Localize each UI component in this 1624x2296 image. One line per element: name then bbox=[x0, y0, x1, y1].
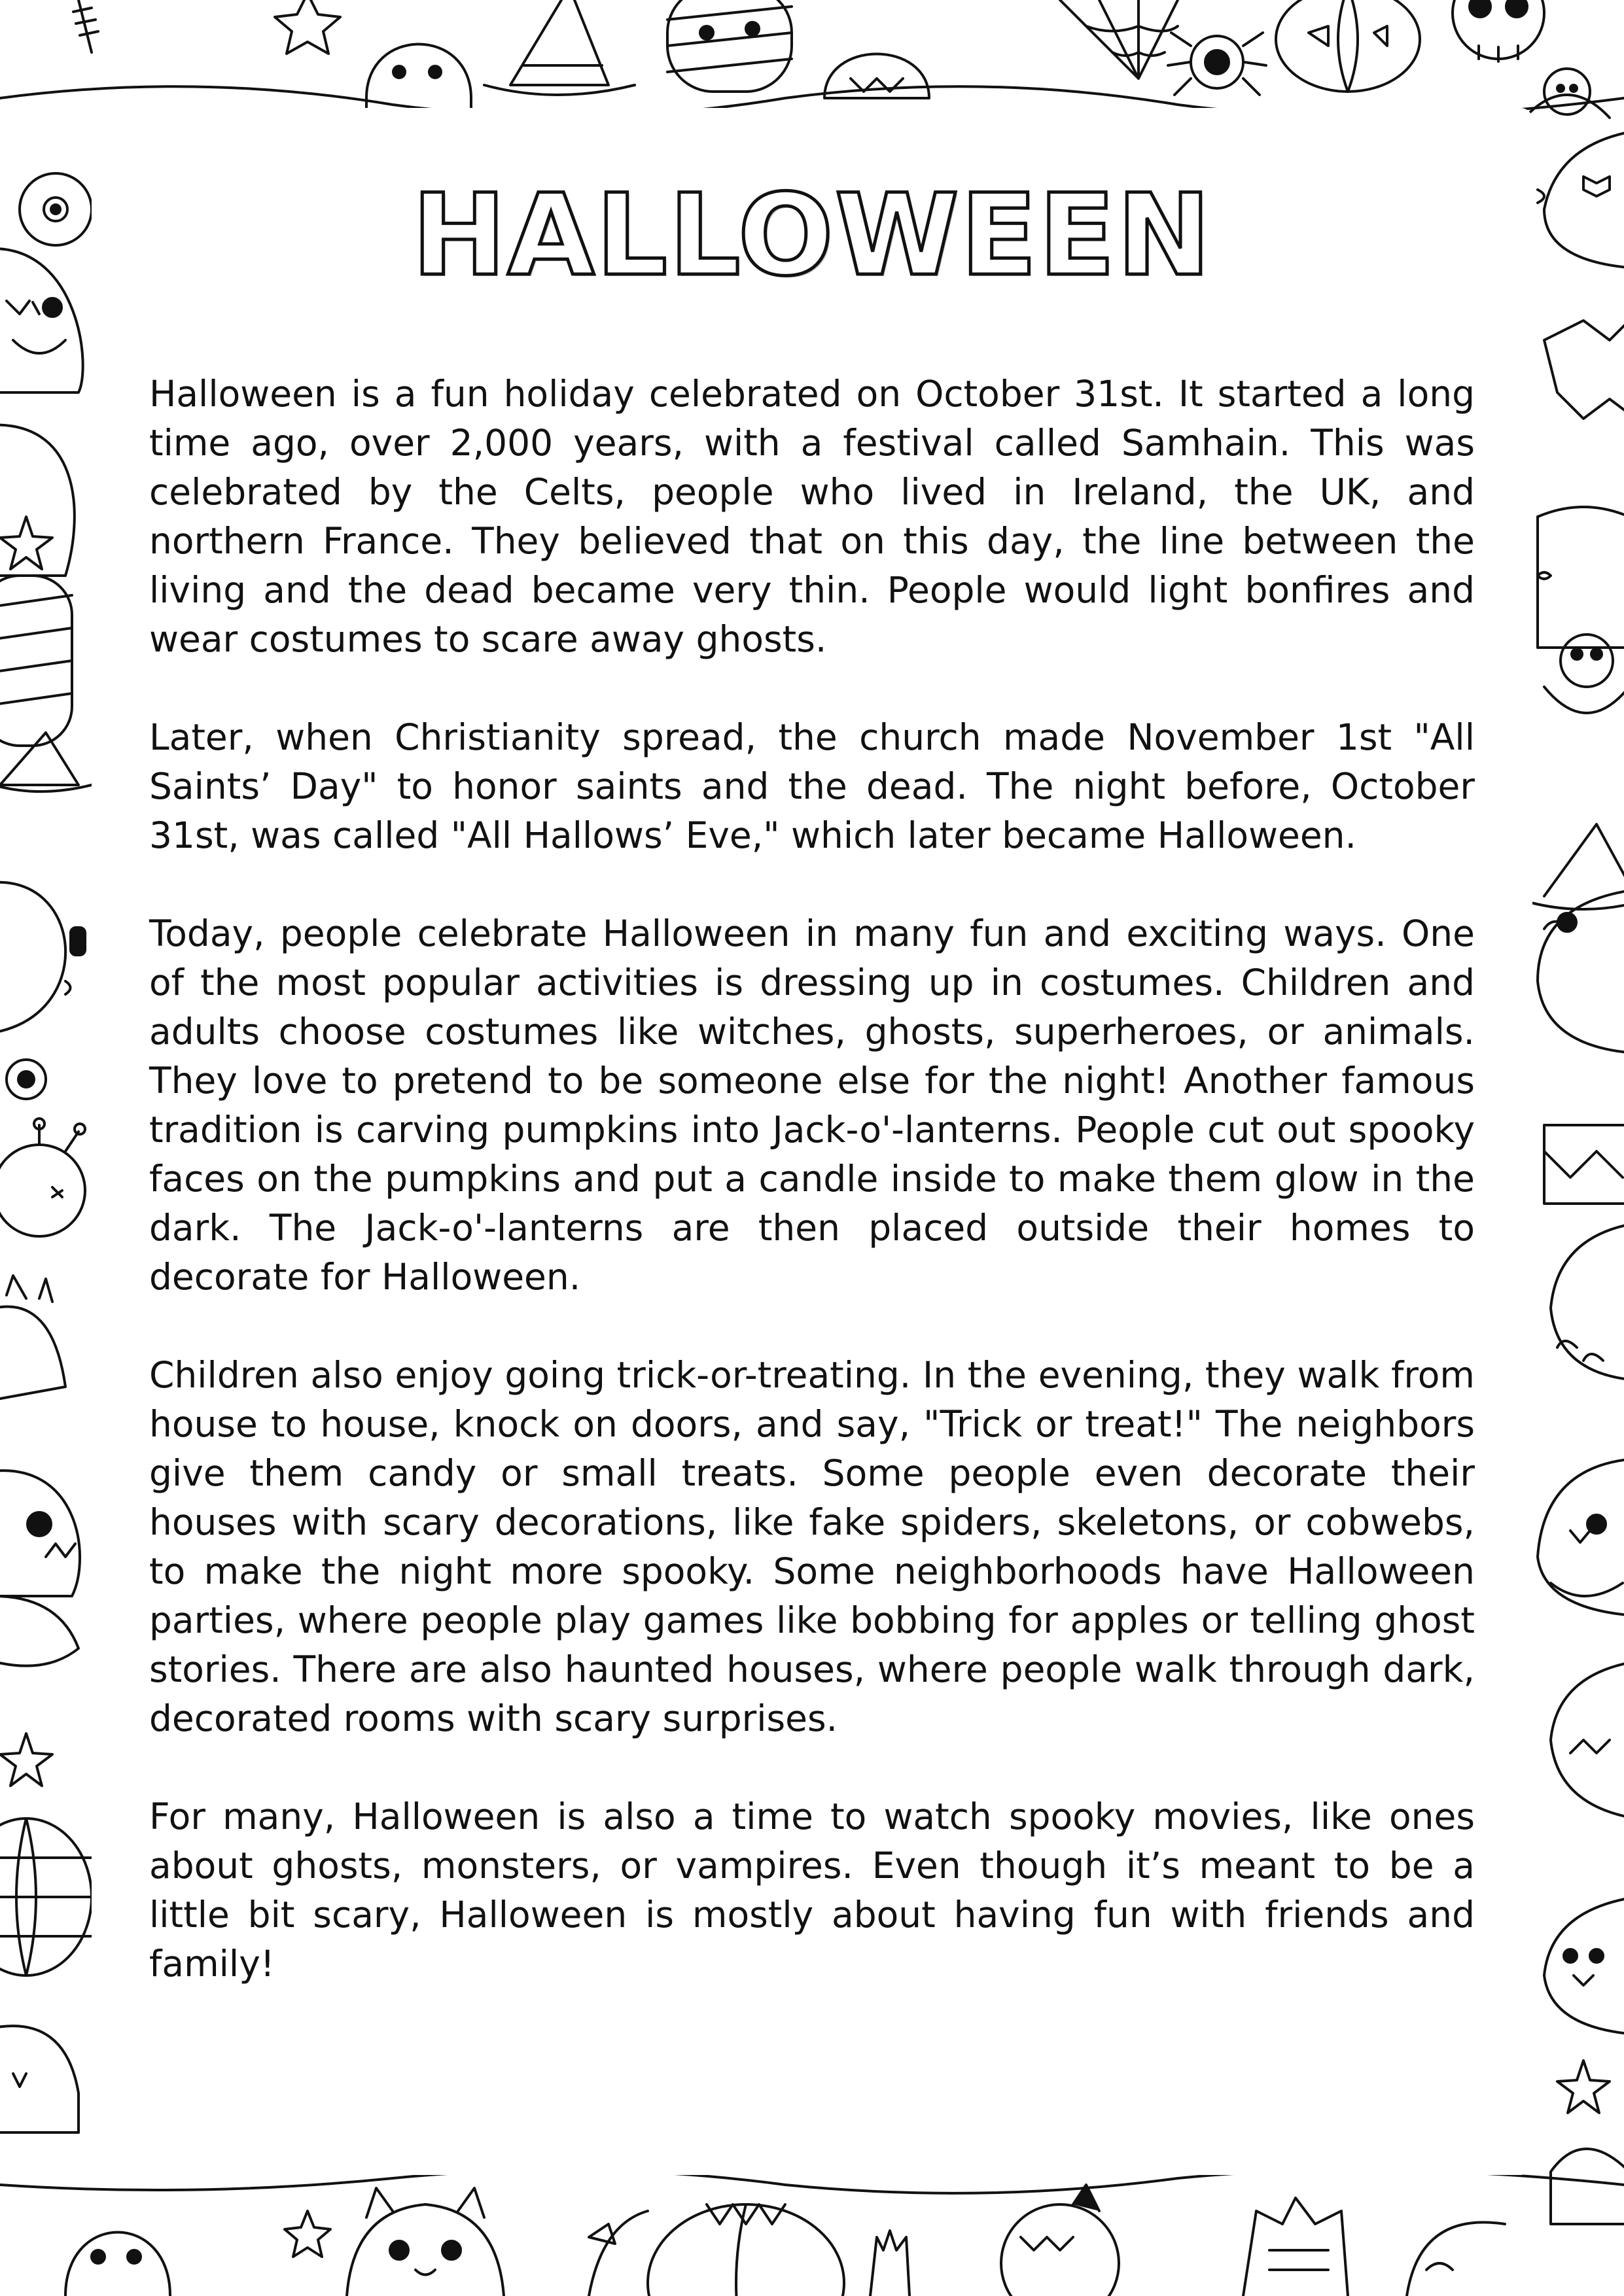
bat-icon bbox=[1544, 314, 1624, 419]
worksheet-content-panel bbox=[92, 108, 1532, 2175]
skull-icon bbox=[1001, 2185, 1119, 2296]
monster-icon bbox=[0, 882, 85, 1034]
eye-icon bbox=[7, 1060, 46, 1099]
monster-icon bbox=[0, 1119, 85, 1236]
paragraph-4: Children also enjoy going trick-or-treating. In the evening, they walk from house to house, knock on doors, and say, "Trick or treat!" The neighbors give them candy or small treats. Some people even decorate their houses with scary decorations, like fake spiders, skeletons, or cobwebs, to make the night more spooky. Some neighborhoods have Halloween parties, where people play games like bobbing for apples or telling ghost stories. There are also haunted houses, where people walk through dark, decorated rooms with scary surprises. bbox=[149, 1354, 1475, 1739]
ghost-icon bbox=[0, 2026, 79, 2132]
monster-icon bbox=[589, 2211, 648, 2296]
border-right-doodles bbox=[1525, 69, 1624, 2224]
monster-icon bbox=[1407, 2222, 1505, 2296]
vampire-icon bbox=[1538, 131, 1624, 268]
page-title: HALLOWEEN bbox=[412, 169, 1212, 301]
paragraph-3: Today, people celebrate Halloween in many fun and exciting ways. One of the most popular activities is dressing up in costumes. Children and adults choose costumes like witches, ghosts, superheroes, or animals. They love to pretend to be someone else for the night! Another famous tradition is carving pumpkins into Jack-o'-lanterns. People cut out spooky faces on the pumpkins and put a candle inside to make them glow in the dark. The Jack-o'-lanterns are then placed outside their homes to decorate for Halloween. bbox=[149, 913, 1475, 1298]
ghost-icon bbox=[65, 2233, 170, 2296]
hand-icon bbox=[870, 2231, 909, 2296]
border-bottom-doodles bbox=[0, 2170, 1624, 2296]
cat-icon bbox=[1544, 1897, 1624, 2034]
skull-icon bbox=[20, 173, 92, 245]
paragraph-2: Later, when Christianity spread, the church made November 1st "All Saints’ Day" to honor saints and the dead. The night before, October 31st, was called "All Hallows’ Eve," which later became Halloween. bbox=[149, 716, 1475, 856]
witch-hat-icon bbox=[1531, 824, 1624, 909]
monster-icon bbox=[1538, 890, 1624, 1053]
title-area bbox=[92, 170, 1532, 301]
article-body bbox=[149, 370, 1475, 2038]
monster-icon bbox=[1551, 1661, 1624, 1818]
star-icon bbox=[0, 1733, 52, 1786]
paragraph-1: Halloween is a fun holiday celebrated on October 31st. It started a long time ago, over 2,000 years, with a festival called Samhain. This was celebrated by the Celts, people who lived in Ireland, the UK, and northern France. They believed that on this day, the line between the living and the dead became very thin. People would light bonfires and wear costumes to scare away ghosts. bbox=[149, 373, 1475, 660]
ghost-icon bbox=[0, 1470, 80, 1596]
witch-hat-icon bbox=[484, 0, 635, 95]
bird-icon bbox=[1551, 1223, 1624, 1380]
skull-icon bbox=[1453, 0, 1544, 61]
ghost-icon bbox=[0, 340, 75, 576]
vampire-icon bbox=[0, 1596, 79, 1666]
stitch-icon bbox=[73, 0, 98, 52]
star-icon bbox=[1557, 2061, 1610, 2113]
ghost-icon bbox=[1551, 2149, 1624, 2224]
skeleton-icon bbox=[1243, 2198, 1348, 2296]
pumpkin-icon bbox=[1276, 0, 1420, 92]
mummy-icon bbox=[667, 0, 792, 92]
skeleton-icon bbox=[1544, 1125, 1624, 1204]
vampire-icon bbox=[0, 249, 83, 392]
pumpkin-icon bbox=[0, 1818, 92, 1975]
spider-web-icon bbox=[1060, 0, 1178, 78]
mummy-icon bbox=[0, 576, 72, 746]
cat-icon bbox=[0, 1276, 65, 1400]
witch-hat-icon bbox=[0, 733, 92, 791]
star-icon bbox=[285, 2211, 330, 2257]
pumpkin-icon bbox=[648, 2204, 844, 2296]
spider-icon bbox=[1168, 33, 1266, 95]
star-icon bbox=[275, 0, 340, 54]
border-left-doodles bbox=[0, 173, 92, 2132]
star-icon bbox=[0, 517, 52, 569]
paragraph-5: For many, Halloween is also a time to watch spooky movies, like ones about ghosts, monsters, or vampires. Even though it’s meant to be a little bit scary, Halloween is mostly about having fun with friends and family! bbox=[149, 1796, 1475, 1985]
vampire-icon bbox=[1538, 1459, 1624, 1616]
bird-icon bbox=[1525, 69, 1610, 118]
cat-icon bbox=[347, 2188, 504, 2296]
tombstone-icon bbox=[1538, 507, 1624, 648]
